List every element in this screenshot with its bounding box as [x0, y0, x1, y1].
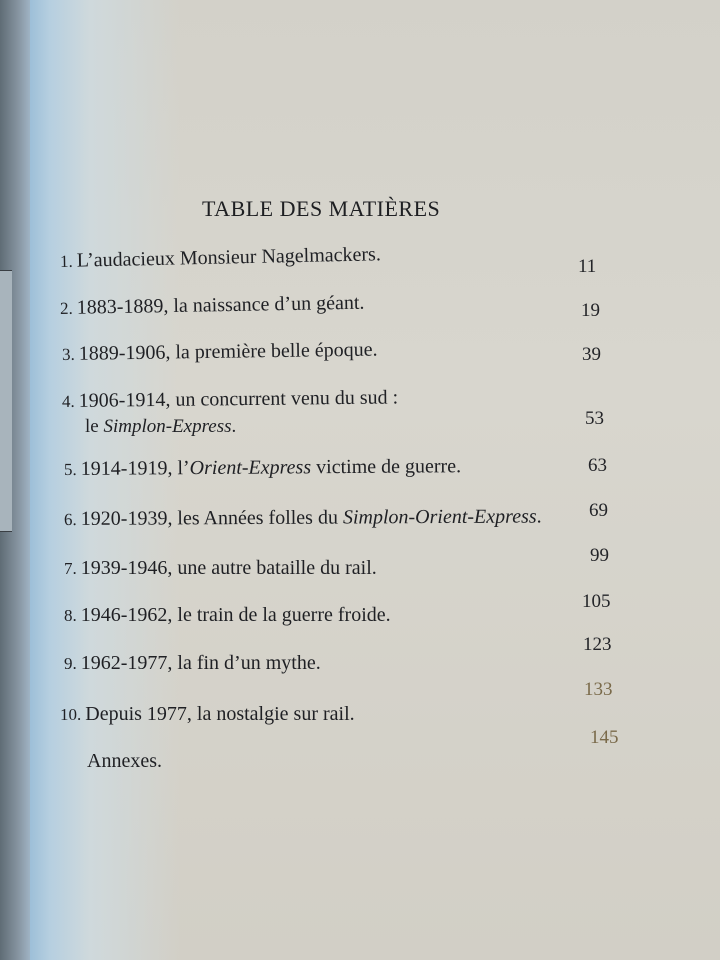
toc-entry-text: 1883-1889, la naissance d’un géant.: [76, 291, 365, 319]
toc-entry-page: 133: [584, 679, 613, 700]
toc-entry-annexes: [87, 750, 162, 773]
toc-entry-page: 53: [585, 408, 604, 429]
toc-entry-text: 1939-1946, une autre bataille du rail.: [80, 557, 377, 579]
toc-entry-number: 1.: [59, 251, 73, 271]
toc-entry-number: 9.: [64, 654, 77, 673]
toc-entry-8: [64, 604, 391, 627]
toc-entry-page: 145: [590, 727, 619, 748]
toc-title: TABLE DES MATIÈRES: [202, 196, 441, 221]
adjacent-page-edge: [0, 270, 12, 532]
book-left-edge: [0, 0, 30, 960]
toc-entry-text-suffix: victime de guerre.: [311, 455, 462, 479]
toc-entry-number: 6.: [63, 509, 77, 529]
toc-entry-number: 5.: [63, 459, 77, 479]
toc-entry-number: 8.: [64, 606, 77, 625]
toc-entry-page: 69: [589, 500, 608, 521]
toc-entry-number: 10.: [60, 705, 82, 724]
toc-entry-text: 1906-1914, un concurrent venu du sud :: [78, 386, 399, 412]
toc-entry-text: Annexes.: [87, 750, 162, 772]
toc-entry-6: [64, 505, 542, 531]
toc-entry-page: 63: [588, 455, 607, 476]
toc-entry-number: 7.: [64, 559, 77, 578]
toc-entry-text-prefix: 1914-1919, l’: [80, 457, 190, 480]
toc-entry-5: [64, 455, 461, 481]
toc-entry-9: [64, 652, 321, 675]
toc-entry-3: [62, 339, 378, 366]
toc-entry-text: 1889-1906, la première belle époque.: [78, 338, 378, 365]
toc-entry-text: Depuis 1977, la nostalgie sur rail.: [85, 703, 355, 725]
toc-entry-text: 1962-1977, la fin d’un mythe.: [80, 652, 321, 674]
toc-entry-text-prefix: le: [85, 416, 104, 437]
toc-entry-7: [64, 557, 377, 580]
toc-entry-page: 105: [582, 591, 611, 612]
toc-entry-page: 39: [582, 344, 601, 365]
toc-entry-text: L’audacieux Monsieur Nagelmackers.: [76, 243, 382, 272]
toc-entry-text-prefix: 1920-1939, les Années folles du: [80, 506, 343, 530]
toc-entry-1: [60, 243, 381, 273]
toc-entry-page: 19: [581, 300, 600, 321]
toc-entry-10: [60, 703, 355, 726]
toc-entry-number: 2.: [59, 298, 73, 318]
toc-entry-4: [62, 386, 398, 413]
toc-entry-text-italic: Simplon-Express: [103, 416, 232, 437]
toc-entry-4-continuation: [85, 416, 236, 438]
toc-entry-page: 11: [578, 256, 597, 277]
toc-entry-page: 99: [590, 545, 609, 566]
toc-entry-text: 1946-1962, le train de la guerre froide.: [80, 604, 391, 626]
toc-entry-number: 3.: [61, 344, 75, 364]
toc-entry-text-suffix: .: [231, 416, 237, 437]
toc-entry-page: 123: [583, 634, 612, 655]
toc-entry-number: 4.: [61, 391, 75, 411]
toc-entry-2: [60, 292, 365, 320]
toc-entry-text-italic: Simplon-Orient-Express: [342, 505, 537, 529]
toc-entry-text-suffix: .: [536, 505, 542, 528]
toc-entry-text-italic: Orient-Express: [189, 456, 312, 480]
book-page: [30, 0, 720, 960]
